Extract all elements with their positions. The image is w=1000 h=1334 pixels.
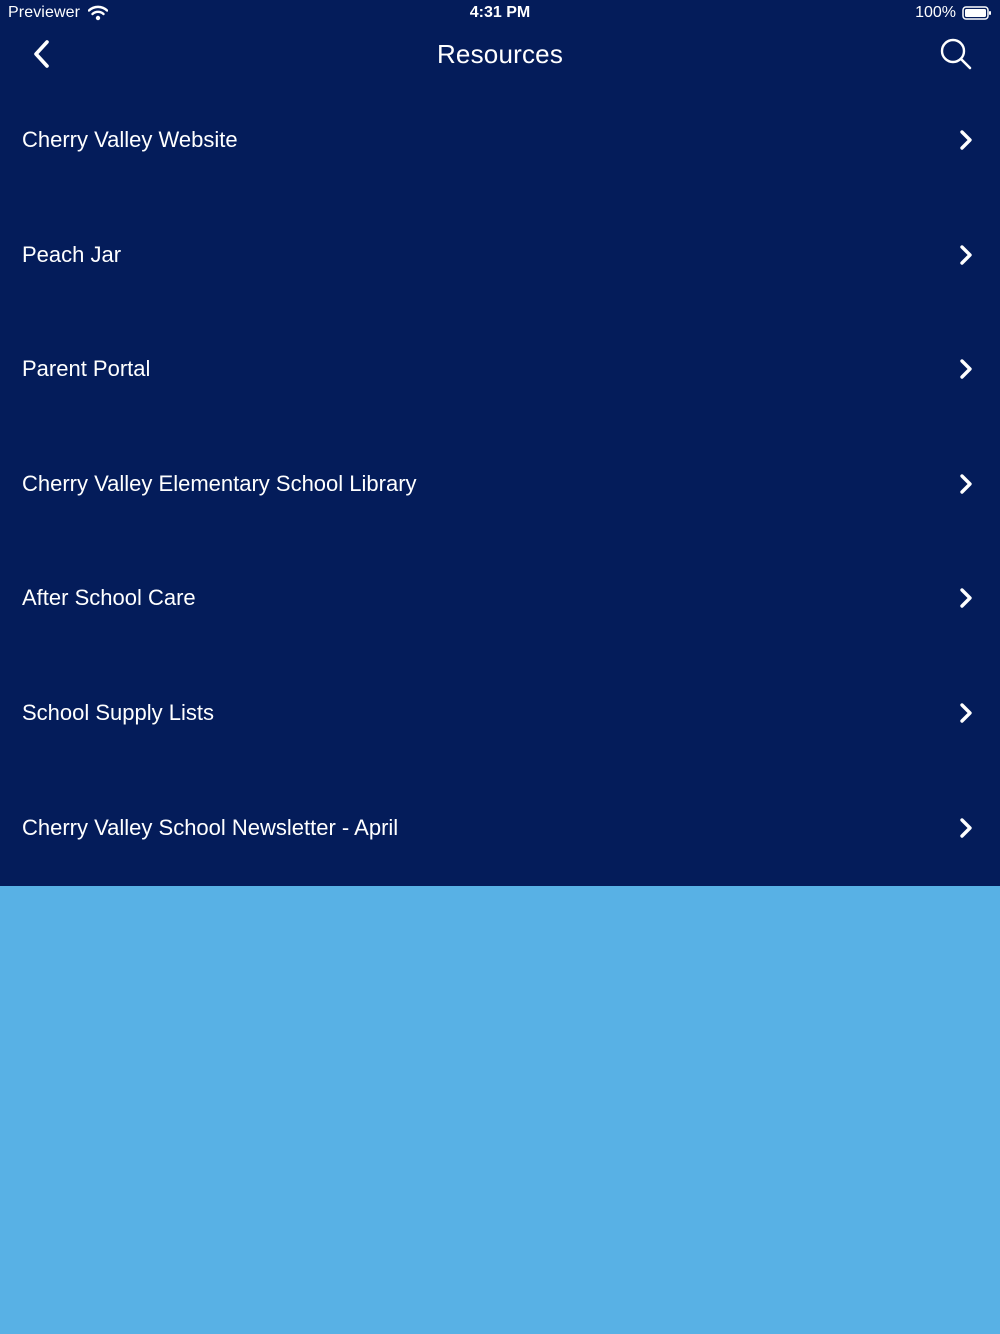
list-item[interactable]: [0, 313, 1000, 428]
list-item-label: After School Care: [22, 585, 196, 611]
status-right: [915, 4, 992, 22]
chevron-right-icon: [956, 243, 976, 267]
search-button[interactable]: [936, 36, 976, 76]
list-item[interactable]: [0, 199, 1000, 314]
list-item-label: Cherry Valley Website: [22, 127, 238, 152]
status-bar: [0, 0, 1000, 28]
list-item-label: School Supply Lists: [22, 699, 214, 725]
page-title: Resources: [436, 39, 564, 69]
navigation-bar: [0, 28, 1000, 84]
search-icon: [939, 37, 973, 76]
list-item[interactable]: [0, 84, 1000, 199]
list-item[interactable]: [0, 542, 1000, 657]
battery-percent: 100%: [915, 4, 956, 21]
battery-icon: [962, 5, 992, 21]
list-item[interactable]: [0, 657, 1000, 772]
status-time: 4:31 PM: [469, 4, 531, 21]
chevron-right-icon: [956, 472, 976, 496]
chevron-right-icon: [956, 816, 976, 840]
list-item-label: Parent Portal: [22, 356, 151, 382]
resources-list: [0, 84, 1000, 886]
chevron-right-icon: [956, 586, 976, 610]
chevron-right-icon: [956, 128, 976, 152]
list-item[interactable]: [0, 772, 1000, 887]
list-item-label: Cherry Valley Elementary School Library: [22, 470, 417, 496]
chevron-right-icon: [956, 357, 976, 381]
carrier-label: Previewer: [8, 4, 81, 21]
list-item-label: Peach Jar: [22, 241, 122, 267]
list-item[interactable]: [0, 428, 1000, 543]
list-item-label: Cherry Valley School Newsletter - April: [22, 814, 399, 840]
chevron-right-icon: [956, 701, 976, 725]
